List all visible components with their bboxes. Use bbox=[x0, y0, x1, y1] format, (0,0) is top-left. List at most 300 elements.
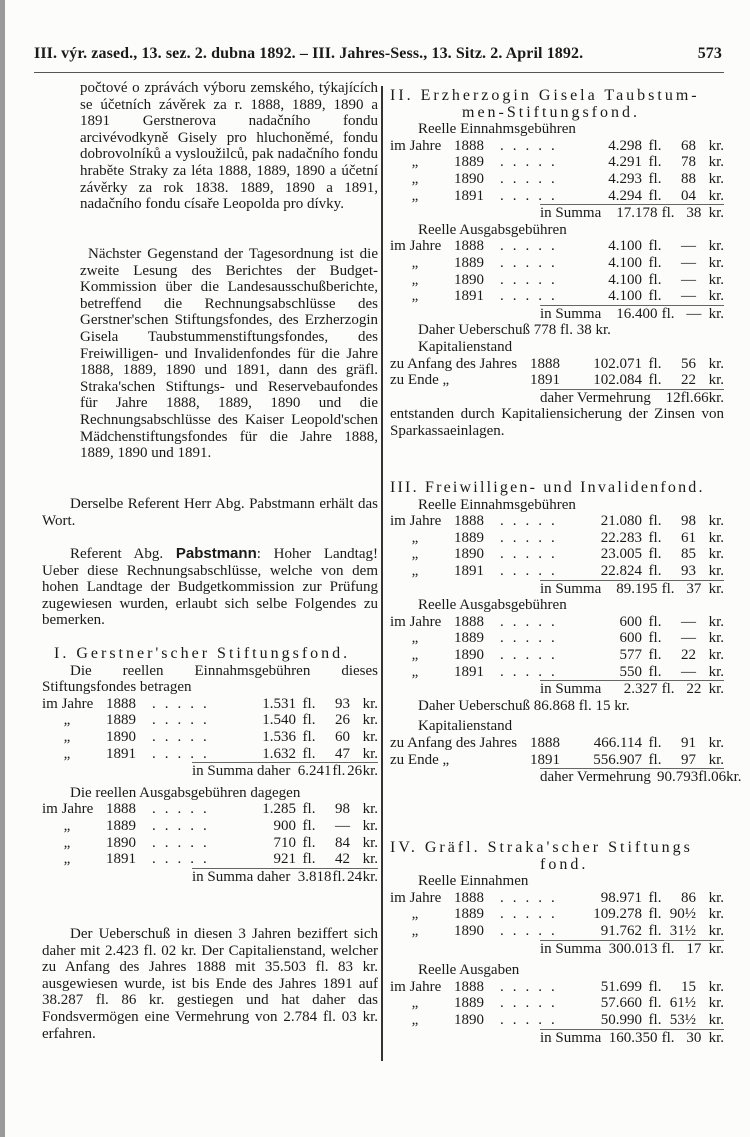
amount-florins: 22.824 bbox=[600, 562, 642, 579]
florin-unit: fl. bbox=[648, 906, 662, 923]
kreuzer-unit: kr. bbox=[708, 580, 725, 597]
amount-kreuzer: — bbox=[681, 238, 696, 255]
sum-label: in Summa daher bbox=[192, 763, 291, 780]
sum-kreuzer: 37 bbox=[686, 580, 702, 597]
row-year: 1890 bbox=[454, 170, 484, 187]
row-label: im Jahre bbox=[390, 238, 442, 255]
ditto-mark: „ bbox=[63, 745, 71, 762]
header-session: III. výr. zased., 13. sez. 2. dubna 1892. – III. Jahres-Sess., 13. Sitz. 2. April 1892. bbox=[34, 45, 584, 62]
amount-florins: 1.285 bbox=[262, 801, 296, 818]
amount-kreuzer: 91 bbox=[681, 734, 696, 751]
florin-unit: fl. bbox=[648, 663, 662, 680]
ledger-row bbox=[390, 630, 724, 647]
leader-dots: ..... bbox=[152, 745, 216, 762]
speech-text: : Hoher Landtag! Ueber diese Rechnungsabschlüsse, welche von dem hohen Landtage der Budgetkommission zur Prüfung zugewiesen wurden, erlaubt sich selbe Folgendes zu bemerken. bbox=[42, 546, 379, 629]
florin-unit: fl. bbox=[648, 170, 662, 187]
kreuzer-unit: kr. bbox=[708, 389, 724, 406]
amount-kreuzer: 98 bbox=[335, 801, 350, 818]
row-year: 1889 bbox=[454, 630, 484, 647]
amount-florins: 577 bbox=[619, 646, 642, 663]
row-year: 1891 bbox=[530, 372, 560, 389]
sum-label: in Summa bbox=[540, 1029, 602, 1046]
column-divider bbox=[381, 86, 383, 1061]
amount-florins: 4.100 bbox=[608, 254, 642, 271]
referent-paragraph: Derselbe Referent Herr Abg. Pabstmann erhält das Wort. bbox=[42, 496, 378, 529]
florin-unit: fl. bbox=[332, 868, 346, 885]
sum-kreuzer: 22 bbox=[686, 681, 702, 698]
leader-dots: ..... bbox=[152, 712, 216, 729]
row-year: 1891 bbox=[454, 187, 484, 204]
ditto-mark: „ bbox=[411, 1011, 419, 1028]
section-title: III. Freiwilligen- und Invalidenfond. bbox=[390, 479, 705, 496]
referent-paragraph-block bbox=[42, 496, 378, 529]
ledger-row bbox=[390, 356, 724, 373]
ledger-row bbox=[42, 729, 378, 746]
row-year: 1888 bbox=[454, 513, 484, 530]
amount-kreuzer: 86 bbox=[681, 889, 696, 906]
amount-kreuzer: 22 bbox=[681, 646, 696, 663]
kreuzer-unit: kr. bbox=[708, 305, 725, 322]
kreuzer-unit: kr. bbox=[708, 751, 724, 768]
expenses-table bbox=[390, 614, 724, 698]
ledger-row bbox=[390, 890, 724, 907]
florin-unit: fl. bbox=[648, 529, 662, 546]
capital-note: entstanden durch Kapitaliensicherung der Zinsen von Sparkassaeinlagen. bbox=[390, 406, 724, 439]
row-label: zu Anfang des Jahres bbox=[390, 355, 518, 372]
florin-unit: fl. bbox=[648, 630, 662, 647]
amount-kreuzer: 60 bbox=[335, 728, 350, 745]
ledger-row bbox=[390, 647, 724, 664]
row-year: 1888 bbox=[106, 695, 136, 712]
amount-kreuzer: 97 bbox=[681, 751, 696, 768]
kreuzer-unit: kr. bbox=[362, 712, 378, 729]
running-header bbox=[34, 46, 722, 63]
section-title: I. Gerstner'scher Stiftungsfond. bbox=[54, 645, 351, 662]
kreuzer-unit: kr. bbox=[708, 1029, 725, 1046]
row-label: im Jahre bbox=[390, 513, 442, 530]
surplus-line: Daher Ueberschuß 778 fl. 38 kr. bbox=[418, 322, 611, 339]
section-title-line1: IV. Gräfl. Straka'scher Stiftungs bbox=[390, 839, 693, 856]
kreuzer-unit: kr. bbox=[708, 154, 724, 171]
amount-florins: 109.278 bbox=[593, 906, 642, 923]
amount-kreuzer: — bbox=[681, 271, 696, 288]
kreuzer-unit: kr. bbox=[708, 288, 724, 305]
amount-florins: 1.531 bbox=[262, 695, 296, 712]
amount-kreuzer: 61 bbox=[681, 529, 696, 546]
ledger-row bbox=[390, 1012, 724, 1029]
ditto-mark: „ bbox=[411, 630, 419, 647]
kreuzer-unit: kr. bbox=[708, 646, 724, 663]
sum-florins: 160.350 bbox=[608, 1029, 658, 1046]
row-label: zu Anfang des Jahres bbox=[390, 734, 518, 751]
amount-kreuzer: — bbox=[335, 817, 350, 834]
leader-dots: ..... bbox=[500, 271, 564, 288]
row-label: im Jahre bbox=[390, 978, 442, 995]
row-label: im Jahre bbox=[42, 801, 94, 818]
amount-kreuzer: 15 bbox=[681, 978, 696, 995]
ledger-row bbox=[390, 171, 724, 188]
ditto-mark: „ bbox=[411, 187, 419, 204]
ledger-row bbox=[390, 530, 724, 547]
capital-title: Kapitalienstand bbox=[418, 718, 513, 735]
leader-dots: ..... bbox=[500, 906, 564, 923]
ditto-mark: „ bbox=[411, 271, 419, 288]
income-table bbox=[390, 513, 724, 597]
ledger-row bbox=[390, 995, 724, 1012]
kreuzer-unit: kr. bbox=[708, 681, 725, 698]
ledger-row bbox=[390, 664, 724, 681]
income-title: Reelle Einnahmsgebühren bbox=[418, 121, 576, 138]
florin-unit: fl. bbox=[648, 238, 662, 255]
expenses-title: Reelle Ausgaben bbox=[418, 962, 520, 979]
ditto-mark: „ bbox=[411, 995, 419, 1012]
speech-paragraph bbox=[42, 546, 378, 629]
leader-dots: ..... bbox=[500, 630, 564, 647]
section-gisela bbox=[390, 88, 724, 439]
ledger-row bbox=[390, 563, 724, 580]
kreuzer-unit: kr. bbox=[362, 868, 378, 885]
leader-dots: ..... bbox=[500, 663, 564, 680]
ledger-row bbox=[42, 696, 378, 713]
amount-florins: 91.762 bbox=[600, 922, 642, 939]
ditto-mark: „ bbox=[411, 529, 419, 546]
kreuzer-unit: kr. bbox=[708, 170, 724, 187]
amount-kreuzer: 78 bbox=[681, 154, 696, 171]
kreuzer-unit: kr. bbox=[708, 205, 725, 222]
kreuzer-unit: kr. bbox=[708, 254, 724, 271]
ledger-row bbox=[42, 746, 378, 763]
kreuzer-unit: kr. bbox=[708, 630, 724, 647]
leader-dots: ..... bbox=[500, 187, 564, 204]
kreuzer-unit: kr. bbox=[708, 922, 724, 939]
sum-florins: 3.818 bbox=[297, 868, 332, 885]
row-year: 1890 bbox=[454, 271, 484, 288]
row-year: 1889 bbox=[454, 154, 484, 171]
amount-kreuzer: 31½ bbox=[669, 922, 696, 939]
row-label: im Jahre bbox=[390, 889, 442, 906]
row-label: im Jahre bbox=[42, 695, 94, 712]
income-title: Reelle Einnahmsgebühren bbox=[418, 496, 576, 513]
florin-unit: fl. bbox=[648, 1011, 662, 1028]
leader-dots: ..... bbox=[152, 695, 216, 712]
surplus-line: Daher Ueberschuß 86.868 fl. 15 kr. bbox=[418, 697, 630, 714]
ditto-mark: „ bbox=[411, 170, 419, 187]
amount-kreuzer: 90½ bbox=[669, 906, 696, 923]
sum-kreuzer: 66 bbox=[693, 389, 709, 406]
florin-unit: fl. bbox=[648, 513, 662, 530]
row-year: 1889 bbox=[454, 254, 484, 271]
section-gerstner bbox=[42, 646, 378, 885]
section-freiwilligen bbox=[390, 479, 742, 786]
sum-label: in Summa bbox=[540, 205, 602, 222]
leader-dots: ..... bbox=[500, 137, 564, 154]
sum-label: daher Vermehrung bbox=[540, 769, 651, 786]
amount-kreuzer: 53½ bbox=[669, 1011, 696, 1028]
ditto-mark: „ bbox=[411, 254, 419, 271]
amount-florins: 1.536 bbox=[262, 728, 296, 745]
row-year: 1891 bbox=[106, 745, 136, 762]
ledger-row bbox=[390, 735, 724, 752]
row-year: 1891 bbox=[454, 288, 484, 305]
row-year: 1889 bbox=[454, 906, 484, 923]
leader-dots: ..... bbox=[500, 170, 564, 187]
kreuzer-unit: kr. bbox=[726, 769, 742, 786]
kreuzer-unit: kr. bbox=[708, 1011, 724, 1028]
florin-unit: fl. bbox=[648, 646, 662, 663]
ledger-sum-row bbox=[540, 305, 724, 323]
amount-florins: 921 bbox=[273, 851, 296, 868]
row-year: 1888 bbox=[530, 355, 560, 372]
ditto-mark: „ bbox=[411, 546, 419, 563]
sum-florins: 6.241 bbox=[297, 763, 332, 780]
income-table bbox=[42, 696, 378, 780]
leader-dots: ..... bbox=[152, 851, 216, 868]
row-label: im Jahre bbox=[390, 137, 442, 154]
row-year: 1889 bbox=[106, 712, 136, 729]
ledger-sum-row bbox=[540, 680, 724, 698]
sum-label: in Summa bbox=[540, 940, 602, 957]
kreuzer-unit: kr. bbox=[708, 940, 725, 957]
leader-dots: ..... bbox=[500, 613, 564, 630]
kreuzer-unit: kr. bbox=[362, 745, 378, 762]
ledger-row bbox=[42, 712, 378, 729]
expenses-table bbox=[390, 238, 724, 322]
ledger-sum-row bbox=[540, 768, 742, 786]
sum-label: in Summa daher bbox=[192, 868, 291, 885]
kreuzer-unit: kr. bbox=[708, 978, 724, 995]
amount-florins: 556.907 bbox=[593, 751, 642, 768]
florin-unit: fl. bbox=[648, 978, 662, 995]
leader-dots: ..... bbox=[152, 834, 216, 851]
ditto-mark: „ bbox=[411, 562, 419, 579]
row-year: 1891 bbox=[530, 751, 560, 768]
amount-florins: 600 bbox=[619, 613, 642, 630]
ledger-row bbox=[390, 979, 724, 996]
kreuzer-unit: kr. bbox=[362, 834, 378, 851]
leader-dots: ..... bbox=[500, 154, 564, 171]
row-year: 1890 bbox=[454, 1011, 484, 1028]
florin-unit: fl. bbox=[661, 940, 675, 957]
ledger-row bbox=[42, 801, 378, 818]
speaker-name: Pabstmann bbox=[175, 545, 257, 562]
row-year: 1888 bbox=[454, 613, 484, 630]
income-table bbox=[390, 890, 724, 957]
amount-florins: 4.291 bbox=[608, 154, 642, 171]
amount-florins: 1.540 bbox=[262, 712, 296, 729]
amount-kreuzer: 93 bbox=[335, 695, 350, 712]
amount-kreuzer: 47 bbox=[335, 745, 350, 762]
ledger-sum-row bbox=[192, 762, 378, 780]
kreuzer-unit: kr. bbox=[362, 851, 378, 868]
florin-unit: fl. bbox=[661, 205, 675, 222]
section-title-line1: II. Erzherzogin Gisela Taubstum- bbox=[390, 87, 700, 104]
ledger-row bbox=[42, 835, 378, 852]
summary-block bbox=[42, 926, 378, 1042]
amount-kreuzer: — bbox=[681, 663, 696, 680]
ledger-row bbox=[390, 188, 724, 205]
florin-unit: fl. bbox=[661, 580, 675, 597]
amount-florins: 50.990 bbox=[600, 1011, 642, 1028]
amount-kreuzer: — bbox=[681, 613, 696, 630]
sum-florins: 300.013 bbox=[608, 940, 658, 957]
amount-florins: 57.660 bbox=[600, 995, 642, 1012]
ledger-row bbox=[390, 154, 724, 171]
florin-unit: fl. bbox=[648, 372, 662, 389]
amount-florins: 4.293 bbox=[608, 170, 642, 187]
amount-florins: 22.283 bbox=[600, 529, 642, 546]
kreuzer-unit: kr. bbox=[708, 187, 724, 204]
sum-label: in Summa bbox=[540, 305, 602, 322]
sum-kreuzer: 17 bbox=[686, 940, 702, 957]
row-year: 1888 bbox=[454, 978, 484, 995]
ditto-mark: „ bbox=[411, 646, 419, 663]
florin-unit: fl. bbox=[302, 817, 316, 834]
sum-florins: 89.195 bbox=[616, 580, 658, 597]
sum-florins: 12 bbox=[665, 389, 681, 406]
ledger-row bbox=[390, 238, 724, 255]
section-intro: Die reellen Einnahmsgebühren dieses Stiftungsfondes betragen bbox=[42, 662, 378, 696]
sum-kreuzer: 38 bbox=[686, 205, 702, 222]
ditto-mark: „ bbox=[63, 712, 71, 729]
florin-unit: fl. bbox=[302, 695, 316, 712]
income-title: Reelle Einnahmen bbox=[418, 873, 529, 890]
ledger-row bbox=[390, 138, 724, 155]
ledger-sum-row bbox=[540, 389, 724, 407]
kreuzer-unit: kr. bbox=[708, 137, 724, 154]
capital-table bbox=[390, 356, 724, 407]
ledger-row bbox=[390, 255, 724, 272]
amount-florins: 23.005 bbox=[600, 546, 642, 563]
florin-unit: fl. bbox=[648, 137, 662, 154]
kreuzer-unit: kr. bbox=[708, 613, 724, 630]
german-agenda-paragraph: Nächster Gegenstand der Tagesordnung ist die zweite Lesung des Berichtes der Budget-Kommission über die Landesausschußberichte, betreffend die Rechnungsabschlüsse des Gerstner'schen Stiftungsfondes, des Erzherzogin Gisela Taubstummenstiftungsfondes, des Freiwilligen- und Invalidenfondes für die Jahre 1888, 1889, 1890 und 1891, dann des gräfl. Straka'schen Stiftungs- und Reservebaufondes für Jahre 1888, 1889, 1890 und die Rechnungsabschlüsse des Kaiser Leopold'schen Mädchenstiftungsfondes für die Jahre 1888, 1889, 1890 und 1891. bbox=[80, 246, 378, 462]
florin-unit: fl. bbox=[648, 154, 662, 171]
speech-block bbox=[42, 546, 378, 629]
czech-agenda-paragraph: počtové o zprávách výboru zemského, týkajících se účetních závěrek za r. 1888, 1889, 1890 a 1891 Gerstnerova nadačního fondu arcivévodkyně Gisely pro hluchoněmé, fondu dobrovolníků a vysloužilců, pak nadačního fondu hraběte Straky za léta 1888, 1889, 1890 a účetní závěrky za rok 1838. 1889, 1890 a 1891, nadačního fondu císaře Leopolda pro dívky. bbox=[80, 80, 378, 213]
row-year: 1889 bbox=[454, 529, 484, 546]
row-year: 1888 bbox=[530, 734, 560, 751]
leader-dots: ..... bbox=[500, 978, 564, 995]
row-year: 1891 bbox=[106, 851, 136, 868]
ditto-mark: „ bbox=[63, 834, 71, 851]
amount-florins: 4.100 bbox=[608, 271, 642, 288]
kreuzer-unit: kr. bbox=[708, 906, 724, 923]
leader-dots: ..... bbox=[152, 728, 216, 745]
leader-dots: ..... bbox=[500, 562, 564, 579]
leader-dots: ..... bbox=[500, 995, 564, 1012]
florin-unit: fl. bbox=[302, 745, 316, 762]
florin-unit: fl. bbox=[648, 734, 662, 751]
ditto-mark: „ bbox=[411, 154, 419, 171]
amount-kreuzer: 26 bbox=[335, 712, 350, 729]
kreuzer-unit: kr. bbox=[708, 546, 724, 563]
leader-dots: ..... bbox=[500, 1011, 564, 1028]
florin-unit: fl. bbox=[648, 546, 662, 563]
row-label: zu Ende „ bbox=[390, 372, 450, 389]
amount-kreuzer: 88 bbox=[681, 170, 696, 187]
florin-unit: fl. bbox=[661, 681, 675, 698]
row-year: 1889 bbox=[106, 817, 136, 834]
section-straka bbox=[390, 840, 724, 1046]
kreuzer-unit: kr. bbox=[362, 763, 378, 780]
florin-unit: fl. bbox=[648, 355, 662, 372]
kreuzer-unit: kr. bbox=[708, 529, 724, 546]
amount-florins: 102.084 bbox=[593, 372, 642, 389]
ledger-row bbox=[390, 614, 724, 631]
amount-kreuzer: — bbox=[681, 288, 696, 305]
kreuzer-unit: kr. bbox=[708, 889, 724, 906]
sum-kreuzer: 06 bbox=[711, 769, 727, 786]
sum-kreuzer: 30 bbox=[686, 1029, 702, 1046]
kreuzer-unit: kr. bbox=[708, 355, 724, 372]
row-year: 1888 bbox=[454, 238, 484, 255]
florin-unit: fl. bbox=[680, 389, 694, 406]
capital-table bbox=[390, 734, 742, 786]
kreuzer-unit: kr. bbox=[708, 513, 724, 530]
florin-unit: fl. bbox=[661, 1029, 675, 1046]
leader-dots: ..... bbox=[500, 889, 564, 906]
amount-florins: 51.699 bbox=[600, 978, 642, 995]
header-rule bbox=[34, 72, 724, 73]
amount-kreuzer: 85 bbox=[681, 546, 696, 563]
amount-kreuzer: — bbox=[681, 630, 696, 647]
ledger-row bbox=[42, 818, 378, 835]
amount-kreuzer: 56 bbox=[681, 355, 696, 372]
amount-florins: 550 bbox=[619, 663, 642, 680]
florin-unit: fl. bbox=[648, 889, 662, 906]
capital-title: Kapitalienstand bbox=[418, 338, 513, 355]
florin-unit: fl. bbox=[648, 751, 662, 768]
leader-dots: ..... bbox=[500, 646, 564, 663]
amount-florins: 466.114 bbox=[593, 734, 642, 751]
row-year: 1891 bbox=[454, 562, 484, 579]
florin-unit: fl. bbox=[302, 801, 316, 818]
expenses-title: Reelle Ausgabsgebühren bbox=[418, 221, 567, 238]
row-year: 1890 bbox=[454, 922, 484, 939]
row-label: zu Ende „ bbox=[390, 751, 450, 768]
amount-florins: 4.294 bbox=[608, 187, 642, 204]
amount-florins: 1.632 bbox=[262, 745, 296, 762]
florin-unit: fl. bbox=[648, 288, 662, 305]
amount-florins: 600 bbox=[619, 630, 642, 647]
ledger-row bbox=[390, 372, 724, 389]
expenses-title: Die reellen Ausgabsgebühren dagegen bbox=[70, 784, 301, 801]
sum-florins: 2.327 bbox=[623, 681, 658, 698]
florin-unit: fl. bbox=[302, 851, 316, 868]
florin-unit: fl. bbox=[648, 187, 662, 204]
row-year: 1888 bbox=[454, 137, 484, 154]
amount-florins: 4.100 bbox=[608, 288, 642, 305]
ledger-sum-row bbox=[540, 1029, 724, 1047]
leader-dots: ..... bbox=[500, 513, 564, 530]
row-year: 1890 bbox=[454, 546, 484, 563]
summary-paragraph: Der Ueberschuß in diesen 3 Jahren beziffert sich daher mit 2.423 fl. 02 kr. Der Capitalienstand, welcher zu Anfang des Jahres 1888 mit 35.503 fl. 83 kr. ausgewiesen wurde, ist bis Ende des Jahres 1891 auf 38.287 fl. 86 kr. gestiegen und hat daher das Fondsvermögen eine Vermehrung von 2.784 fl. 03 kr. erfahren. bbox=[42, 926, 378, 1042]
ditto-mark: „ bbox=[63, 728, 71, 745]
speech-intro: Referent Abg. bbox=[70, 546, 176, 562]
row-label: im Jahre bbox=[390, 613, 442, 630]
page-number: 573 bbox=[697, 45, 722, 62]
czech-paragraph-block bbox=[42, 80, 378, 213]
ledger-row bbox=[390, 272, 724, 289]
ditto-mark: „ bbox=[411, 288, 419, 305]
ditto-mark: „ bbox=[411, 906, 419, 923]
ledger-row bbox=[390, 752, 724, 769]
florin-unit: fl. bbox=[648, 922, 662, 939]
ledger-row bbox=[390, 923, 724, 940]
florin-unit: fl. bbox=[648, 254, 662, 271]
ditto-mark: „ bbox=[411, 663, 419, 680]
kreuzer-unit: kr. bbox=[708, 663, 724, 680]
